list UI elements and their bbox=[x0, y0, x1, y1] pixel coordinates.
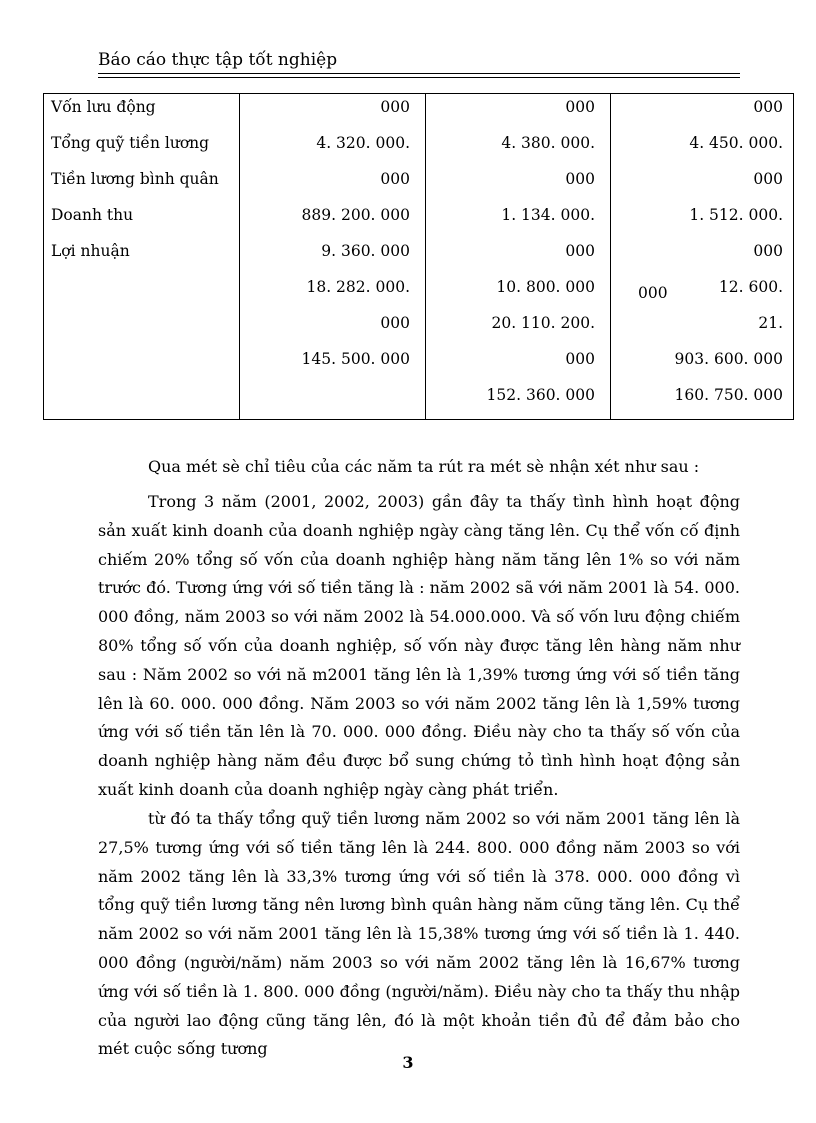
cell-value: 12. 600. bbox=[718, 278, 783, 296]
page-number: 3 bbox=[402, 1053, 414, 1072]
body-paragraph: từ đó ta thấy tổng quỹ tiền lương năm 2002 so với năm 2001 tăng lên là 27,5% tương ứng với số tiền tăng lên là 244. 800. 000 đồng năm 2003 so với năm 2002 tăng lên là 33,3% tương ứng với số tiền là 378. 000. 000 đồng vì tổng quỹ tiền lương tăng nên lương bình quân hàng năm cũng tăng lên. Cụ thể năm 2002 so với năm 2001 tăng lên là 15,38% tương ứng với số tiền là 1. 440. 000 đồng (người/năm) năm 2003 so với năm 2002 tăng lên là 16,67% tương ứng với số tiền là 1. 800. 000 đồng (người/năm). Điều này cho ta thấy thu nhập của người lao động cũng tăng lên, đó là một khoản tiền đủ để đảm bảo cho mét cuộc sống tương bbox=[98, 809, 740, 1059]
cell-value: 000 bbox=[753, 242, 783, 260]
cell-value: 000 bbox=[753, 98, 783, 116]
financial-table bbox=[43, 93, 794, 420]
header-rule-bottom bbox=[98, 77, 740, 78]
cell-value: 4. 380. 000. bbox=[501, 134, 595, 152]
row-label: Doanh thu bbox=[51, 206, 134, 224]
cell-value: 4. 320. 000. bbox=[316, 134, 410, 152]
header-rule-top bbox=[98, 73, 740, 74]
running-header: Báo cáo thực tập tốt nghiệp bbox=[98, 50, 338, 70]
cell-value: 18. 282. 000. bbox=[306, 278, 410, 296]
cell-value: 000 bbox=[565, 170, 595, 188]
intro-sentence: Qua mét sè chỉ tiêu của các năm ta rút ra mét sè nhận xét như sau : bbox=[148, 457, 700, 476]
column-2001 bbox=[302, 89, 410, 377]
column-2002 bbox=[487, 89, 595, 413]
cell-value: 000 bbox=[380, 314, 410, 332]
row-label: Tổng quỹ tiền lương bbox=[51, 134, 210, 152]
cell-value: 160. 750. 000 bbox=[674, 386, 783, 404]
row-label: Lợi nhuận bbox=[51, 242, 130, 260]
cell-value: 152. 360. 000 bbox=[486, 386, 595, 404]
table-divider-2 bbox=[425, 94, 426, 419]
cell-value: 21. bbox=[758, 314, 783, 332]
cell-value: 889. 200. 000 bbox=[301, 206, 410, 224]
cell-value: 000 bbox=[565, 350, 595, 368]
body-paragraph: Trong 3 năm (2001, 2002, 2003) gần đây ta thấy tình hình hoạt động sản xuất kinh doanh của doanh nghiệp ngày càng tăng lên. Cụ thể vốn cố định chiếm 20% tổng số vốn của doanh nghiệp hàng năm tăng lên 1% so với năm trước đó. Tương ứng với số tiền tăng là : năm 2002 sã với năm 2001 là 54. 000. 000 đồng, năm 2003 so với năm 2002 là 54.000.000. Và số vốn lưu động chiếm 80% tổng số vốn của doanh nghiệp, số vốn này được tăng lên hàng năm như sau : Năm 2002 so với nă m2001 tăng lên là 1,39% tương ứng với số tiền tăng lên là 60. 000. 000 đồng. Năm 2003 so với năm 2002 tăng lên là 1,59% tương ứng với số tiền tăn lên là 70. 000. 000 đồng. Điều này cho ta thấy số vốn của doanh nghiệp hàng năm đều được bổ sung chứng tỏ tình hình hoạt động sản xuất kinh doanh của doanh nghiệp ngày càng phát triển. bbox=[98, 492, 740, 799]
cell-value: 1. 134. 000. bbox=[501, 206, 595, 224]
cell-value: 10. 800. 000 bbox=[496, 278, 595, 296]
cell-value: 000 bbox=[565, 98, 595, 116]
cell-value: 4. 450. 000. bbox=[689, 134, 783, 152]
table-divider-3 bbox=[610, 94, 611, 419]
cell-value: 000 bbox=[380, 98, 410, 116]
cell-value: 000 bbox=[380, 170, 410, 188]
cell-value: 903. 600. 000 bbox=[674, 350, 783, 368]
cell-value: 20. 110. 200. bbox=[491, 314, 595, 332]
column-2003 bbox=[675, 89, 783, 413]
cell-value: 145. 500. 000 bbox=[301, 350, 410, 368]
cell-value: 000 bbox=[753, 170, 783, 188]
cell-value: 000 bbox=[565, 242, 595, 260]
cell-value: 1. 512. 000. bbox=[689, 206, 783, 224]
cell-value-fragment: 000 bbox=[638, 284, 668, 302]
row-label: Tiền lương bình quân bbox=[51, 170, 219, 188]
table-divider-1 bbox=[239, 94, 240, 419]
row-label: Vốn lưu động bbox=[51, 98, 156, 116]
row-labels bbox=[51, 89, 219, 269]
cell-value: 9. 360. 000 bbox=[321, 242, 410, 260]
